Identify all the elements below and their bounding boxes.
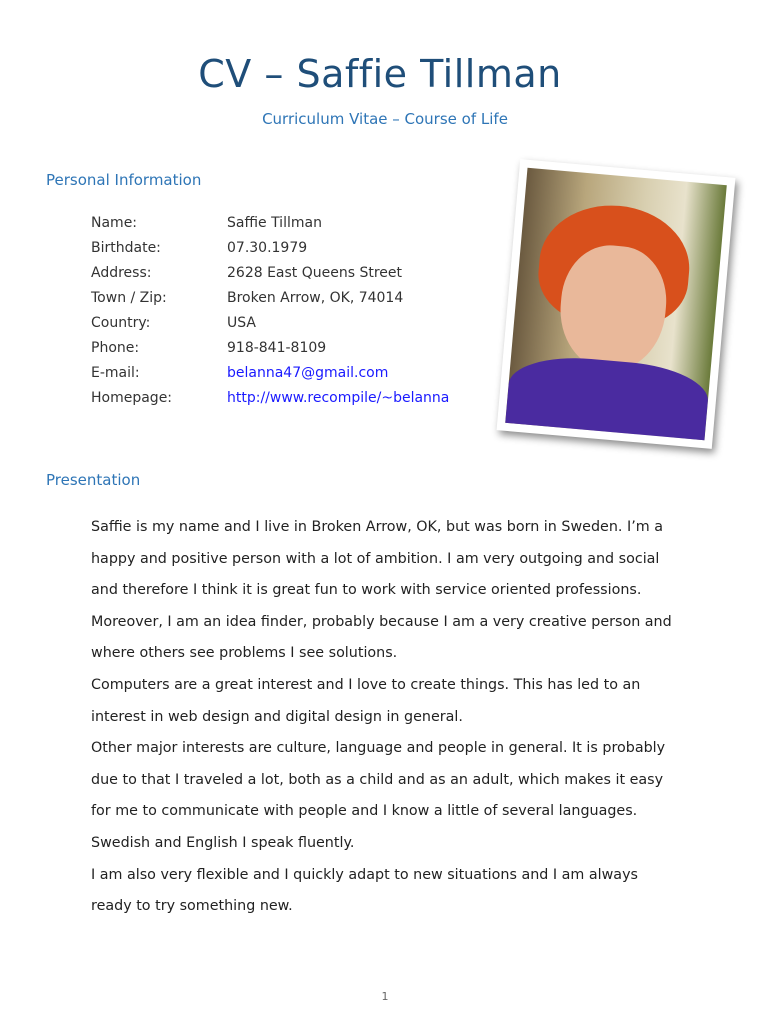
info-value: USA [227, 315, 256, 331]
profile-photo [497, 159, 736, 449]
presentation-line: Swedish and English I speak fluently. [91, 834, 355, 851]
page-title: CV – Saffie Tillman [198, 52, 562, 96]
presentation-line: and therefore I think it is great fun to work with service oriented professions. [91, 582, 642, 599]
info-row-address [91, 263, 449, 288]
presentation-line: for me to communicate with people and I know a little of several languages. [91, 803, 638, 820]
info-label: Homepage: [91, 390, 173, 406]
info-label: Phone: [91, 340, 140, 356]
personal-info-table [91, 213, 449, 413]
info-value: 918-841-8109 [227, 340, 327, 356]
info-value: 2628 East Queens Street [227, 265, 403, 281]
info-row-birthdate [91, 238, 449, 263]
presentation-line: interest in web design and digital design in general. [91, 708, 463, 725]
info-label: Country: [91, 315, 151, 331]
info-row-homepage [91, 388, 449, 413]
personal-info-heading: Personal Information [46, 171, 202, 189]
presentation-line: Computers are a great interest and I love to create things. This has led to an [91, 676, 641, 693]
info-row-name [91, 213, 449, 238]
info-row-email [91, 363, 449, 388]
page-subtitle: Curriculum Vitae – Course of Life [262, 110, 508, 128]
presentation-line: Other major interests are culture, language and people in general. It is probably [91, 740, 666, 757]
presentation-line: happy and positive person with a lot of ambition. I am very outgoing and social [91, 550, 660, 567]
info-value: Saffie Tillman [227, 215, 322, 231]
presentation-line: due to that I traveled a lot, both as a child and as an adult, which makes it easy [91, 771, 664, 788]
presentation-line: Saffie is my name and I live in Broken Arrow, OK, but was born in Sweden. I’m a [91, 519, 663, 535]
presentation-line: I am also very flexible and I quickly adapt to new situations and I am always [91, 866, 638, 883]
presentation-text [91, 512, 741, 923]
info-row-town [91, 288, 449, 313]
presentation-line: ready to try something new. [91, 898, 293, 915]
homepage-link[interactable]: http://www.recompile/~belanna [227, 390, 450, 406]
page-number: 1 [381, 990, 389, 1003]
info-value: Broken Arrow, OK, 74014 [227, 290, 404, 306]
info-row-phone [91, 338, 449, 363]
info-label: Birthdate: [91, 240, 161, 256]
presentation-line: Moreover, I am an idea finder, probably because I am a very creative person and [91, 613, 672, 630]
photo-image [505, 168, 727, 440]
info-label: Town / Zip: [91, 290, 167, 306]
info-label: Address: [91, 265, 152, 281]
info-row-country [91, 313, 449, 338]
info-label: Name: [91, 215, 138, 231]
presentation-line: where others see problems I see solutions. [91, 645, 398, 662]
email-link[interactable]: belanna47@gmail.com [227, 365, 389, 381]
info-value: 07.30.1979 [227, 240, 308, 256]
presentation-heading: Presentation [46, 471, 141, 489]
info-label: E-mail: [91, 365, 140, 381]
